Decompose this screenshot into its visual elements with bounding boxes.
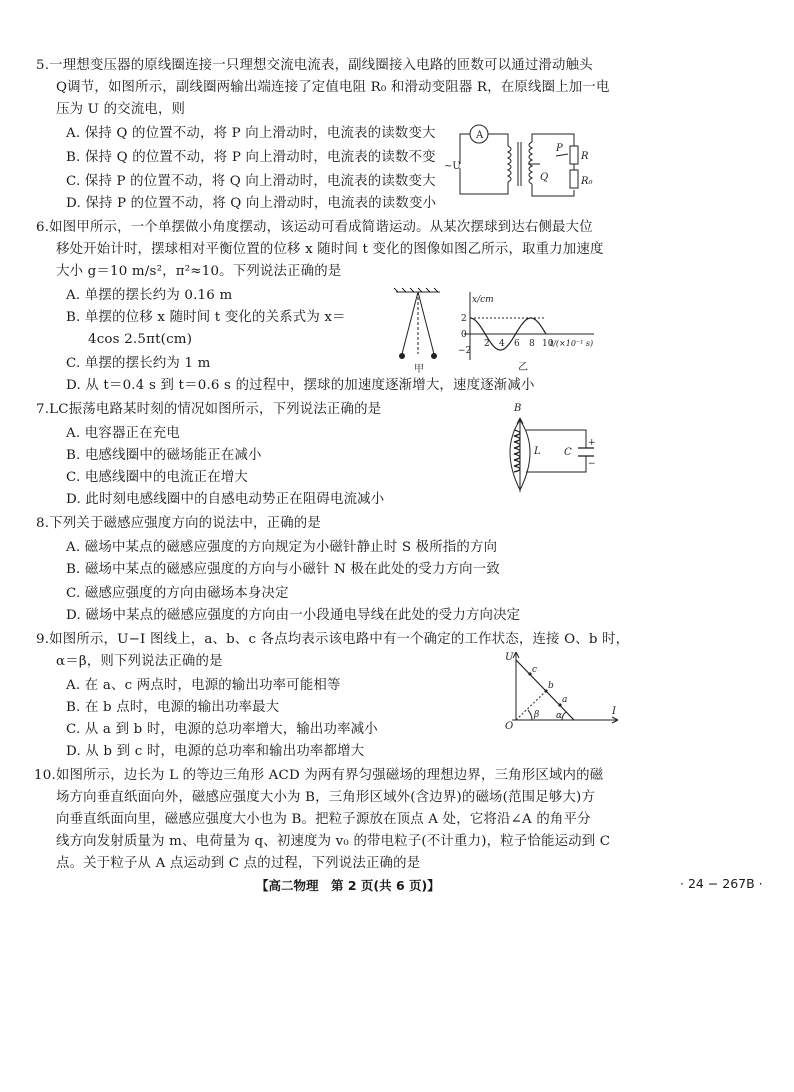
y-tick-0: 0 — [461, 330, 467, 340]
magnetic-field-b-label: B — [514, 403, 522, 414]
q8-option-d: D. 磁场中某点的磁感应强度的方向由一小段通电导线在此处的受力方向决定 — [66, 608, 521, 623]
caption-jia: 甲 — [414, 364, 424, 375]
q6-option-b-cont: 4cos 2.5πt(cm) — [88, 332, 193, 347]
q10-stem-line-5: 点。关于粒子从 A 点运动到 C 点的过程，下列说法正确的是 — [56, 856, 421, 871]
y-tick-neg2: −2 — [458, 346, 472, 356]
q6-stem-line-3: 大小 g＝10 m/s²，π²≈10。下列说法正确的是 — [56, 264, 342, 279]
u-i-graph-figure — [502, 650, 622, 730]
q7-option-d: D. 此时刻电感线圈中的自感电动势正在阻碍电流减小 — [66, 492, 385, 507]
i-axis-label: I — [612, 706, 616, 717]
q9-option-c: C. 从 a 到 b 时，电源的总功率增大，输出功率减小 — [66, 722, 378, 737]
x-axis-label: t/(×10⁻¹ s) — [550, 339, 594, 348]
x-tick-2: 2 — [484, 339, 490, 349]
q8-option-c: C. 磁感应强度的方向由磁场本身决定 — [66, 586, 289, 601]
ammeter-label: A — [476, 130, 484, 141]
displacement-time-graph — [458, 290, 598, 374]
x-tick-6: 6 — [514, 339, 520, 349]
q6-option-b: B. 单摆的位移 x 随时间 t 变化的关系式为 x＝ — [66, 310, 346, 325]
source-label: ~U — [444, 161, 461, 172]
q10-stem-line-2: 场方向垂直纸面向外，磁感应强度大小为 B，三角形区域外(含边界)的磁场(范围足够大)方 — [56, 790, 596, 805]
y-axis-label: x/cm — [472, 295, 494, 305]
q5-option-c: C. 保持 P 的位置不动，将 Q 向上滑动时，电流表的读数变大 — [66, 174, 436, 189]
q9-option-a: A. 在 a、c 两点时，电源的输出功率可能相等 — [66, 678, 341, 693]
q6-option-c: C. 单摆的摆长约为 1 m — [66, 356, 211, 371]
q5-stem-line-3: 压为 U 的交流电，则 — [56, 102, 186, 117]
q6-option-d: D. 从 t＝0.4 s 到 t＝0.6 s 的过程中，摆球的加速度逐渐增大，速度逐渐减小 — [66, 378, 535, 393]
q8-option-b: B. 磁场中某点的磁感应强度的方向与小磁针 N 极在此处的受力方向一致 — [66, 562, 500, 577]
q10-stem-line-3: 向垂直纸面向里，磁感应强度大小也为 B。把粒子源放在顶点 A 处，它将沿∠A 的角平分 — [56, 812, 591, 827]
alpha-label: α — [556, 711, 563, 721]
q9-option-d: D. 从 b 到 c 时，电源的总功率和输出功率都增大 — [66, 744, 365, 759]
q9-stem-line-1: 9.如图所示，U−I 图线上，a、b、c 各点均表示该电路中有一个确定的工作状态，连接 O、b 时， — [36, 632, 630, 647]
resistor-r-label: R — [581, 151, 589, 162]
q8-option-a: A. 磁场中某点的磁感应强度的方向规定为小磁针静止时 S 极所指的方向 — [66, 540, 498, 555]
q8-stem-line-1: 8.下列关于磁感应强度方向的说法中，正确的是 — [36, 516, 321, 531]
transformer-circuit-figure — [440, 124, 600, 206]
q9-stem-line-2: α＝β，则下列说法正确的是 — [56, 654, 223, 669]
capacitor-minus-sign: − — [588, 459, 596, 469]
q7-option-a: A. 电容器正在充电 — [66, 426, 180, 441]
y-tick-2: 2 — [461, 314, 467, 324]
x-tick-8: 8 — [529, 339, 535, 349]
q10-stem-line-1: 10.如图所示，边长为 L 的等边三角形 ACD 为两有界匀强磁场的理想边界，三角形区域内的磁 — [34, 768, 604, 783]
slider-q-label: Q — [540, 172, 549, 183]
x-tick-4: 4 — [499, 339, 505, 349]
slider-p-label: P — [556, 143, 563, 154]
q6-option-a: A. 单摆的摆长约为 0.16 m — [66, 288, 233, 303]
u-axis-label: U — [505, 652, 514, 663]
beta-label: β — [534, 710, 540, 720]
resistor-r0-label: R₀ — [581, 176, 593, 187]
q5-option-b: B. 保持 Q 的位置不动，将 P 向上滑动时，电流表的读数不变 — [66, 150, 436, 165]
q5-option-d: D. 保持 P 的位置不动，将 Q 向上滑动时，电流表的读数变小 — [66, 196, 437, 211]
q5-stem-line-1: 5.一理想变压器的原线圈连接一只理想交流电流表，副线圈接入电路的匝数可以通过滑动触头 — [36, 58, 593, 73]
x-tick-10: 10 — [542, 339, 554, 349]
page-footer-title: 【高二物理 第 2 页(共 6 页)】 — [256, 878, 440, 893]
point-c-label: c — [532, 665, 538, 675]
q7-option-b: B. 电感线圈中的磁场能正在减小 — [66, 448, 262, 463]
q6-stem-line-1: 6.如图甲所示，一个单摆做小角度摆动，该运动可看成简谐运动。从某次摆球到达右侧最大位 — [36, 220, 593, 235]
capacitor-plus-sign: + — [588, 438, 596, 448]
point-b-label: b — [548, 681, 554, 691]
point-a-label: a — [562, 695, 568, 705]
capacitor-c-label: C — [564, 447, 572, 458]
q10-stem-line-4: 线方向发射质量为 m、电荷量为 q、初速度为 v₀ 的带电粒子(不计重力)，粒子恰能运动到 C — [56, 834, 611, 849]
q5-stem-line-2: Q调节，如图所示，副线圈两输出端连接了定值电阻 R₀ 和滑动变阻器 R，在原线圈上加一电 — [56, 80, 610, 95]
caption-yi: 乙 — [518, 362, 528, 373]
lc-circuit-figure — [500, 400, 600, 500]
origin-label: O — [505, 721, 514, 730]
page-footer-code: · 24 − 267B · — [680, 876, 763, 891]
q7-option-c: C. 电感线圈中的电流正在增大 — [66, 470, 248, 485]
q9-option-b: B. 在 b 点时，电源的输出功率最大 — [66, 700, 280, 715]
inductor-l-label: L — [534, 446, 541, 457]
q5-option-a: A. 保持 Q 的位置不动，将 P 向上滑动时，电流表的读数变大 — [66, 126, 436, 141]
q7-stem-line-1: 7.LC振荡电路某时刻的情况如图所示，下列说法正确的是 — [36, 402, 382, 417]
q6-stem-line-2: 移处开始计时，摆球相对平衡位置的位移 x 随时间 t 变化的图像如图乙所示，取重力加速度 — [56, 242, 604, 257]
